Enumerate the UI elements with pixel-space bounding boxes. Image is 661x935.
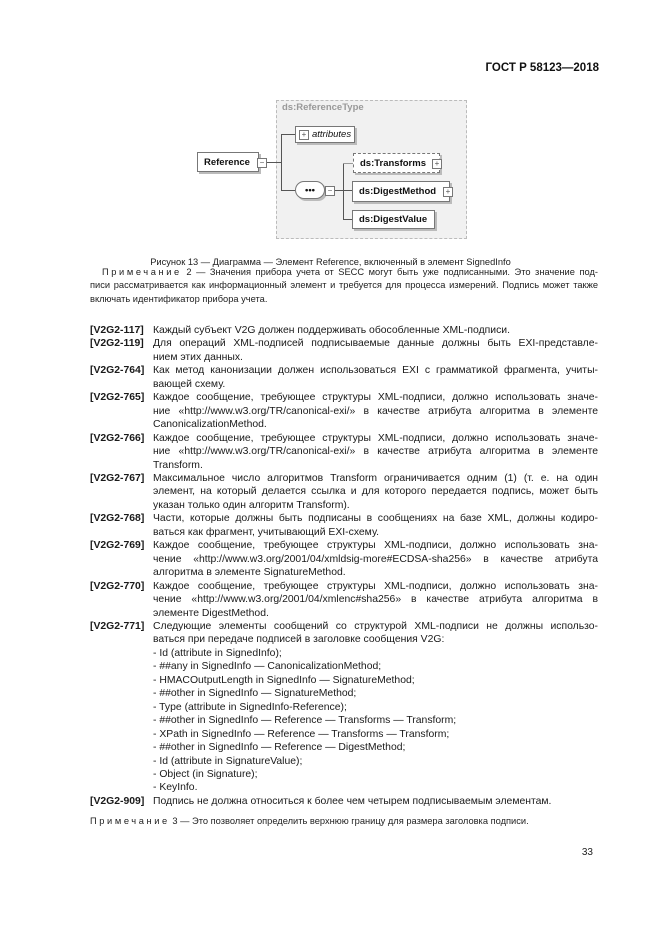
text-line: элементе DigestMethod. [153,607,269,619]
requirement [90,364,598,391]
requirement-text [153,539,598,579]
list-item: - ##other in SignedInfo — Reference — DigestMethod; [153,742,406,754]
requirement [90,432,598,472]
requirement-text [153,472,598,512]
list-item: - KeyInfo. [153,782,198,794]
collapse-icon[interactable]: − [257,158,267,168]
text-line: чение «http://www.w3.org/2001/04/xmlenc#sha256» в качестве атрибута алгоритма в [153,594,598,606]
list-item: - Id (attribute in SignatureValue); [153,755,303,767]
expand-icon[interactable]: + [432,159,442,169]
requirement-id: [V2G2-769] [90,540,145,552]
list-item: - Type (attribute in SignedInfo-Reference); [153,701,347,713]
transforms-label: ds:Transforms [360,157,426,169]
expand-icon[interactable]: + [443,187,453,197]
requirement [90,391,598,431]
text-line: Части, которые должны быть подписаны в сообщениях на базе XML, должны кодиро- [153,513,598,525]
sequence-node[interactable] [295,181,325,199]
text-line: вающей схему. [153,378,226,390]
text-line: Каждое сообщение, требующее структуры XML-подписи, должно использовать зна- [153,580,598,592]
text-line: Каждое сообщение, требующее структуры XML-подписи, должно использовать значе- [153,432,598,444]
text-line: ваться при передаче подписей в заголовке сообщения V2G: [153,634,445,646]
requirement-text [153,795,598,808]
note-text: 3 — Это позволяет определить верхнюю границу для размера заголовка подписи. [172,816,529,826]
note-2 [90,266,598,306]
requirement-id: [V2G2-771] [90,620,145,632]
transforms-node[interactable] [353,153,440,173]
text-line: ние «http://www.w3.org/TR/canonical-exi/» в качестве атрибута алгоритма в элементе [153,405,598,417]
requirement [90,539,598,579]
requirement [90,580,598,620]
expand-icon[interactable]: + [299,130,309,140]
requirement-id: [V2G2-766] [90,432,145,444]
requirement-id: [V2G2-770] [90,580,145,592]
requirement [90,337,598,364]
requirement-text [153,337,598,364]
list-item: - Object (in Signature); [153,768,258,780]
text-line: CanonicalizationMethod. [153,419,267,431]
text-line: Как метод канонизации должен использоваться EXI с грамматикой фрагмента, учиты- [153,365,598,377]
requirement-id: [V2G2-768] [90,513,145,525]
requirement-text [153,512,598,539]
requirement-id: [V2G2-117] [90,325,144,336]
sequence-label: ••• [305,184,315,196]
text-line: Каждый субъект V2G должен поддерживать обособленные XML-подписи. [153,325,510,336]
collapse-icon[interactable]: − [325,186,335,196]
requirement-text [153,432,598,472]
requirement-id: [V2G2-767] [90,472,145,484]
text-line: алгоритма в элементе SignatureMethod. [153,567,346,579]
requirement [90,620,598,795]
standard-number: ГОСТ Р 58123—2018 [485,62,599,74]
list-item: - ##other in SignedInfo — SignatureMethod; [153,688,357,700]
requirement-id: [V2G2-764] [90,365,145,377]
digest-value-node[interactable] [352,210,435,229]
text-line: Для операций XML-подписей подписываемые данные должны быть EXI-представле- [153,338,598,350]
requirement [90,512,598,539]
text-line: Подпись не должна относиться к более чем четырем подписываемым элементам. [153,795,552,807]
requirement-id: [V2G2-909] [90,795,145,807]
text-line: Transform. [153,459,203,471]
requirement [90,324,598,337]
page-number: 33 [581,847,593,858]
list-item: - Id (attribute in SignedInfo); [153,647,282,659]
list-item: - XPath in SignedInfo — Reference — Transforms — Transform; [153,728,450,740]
list-item: - ##any in SignedInfo — CanonicalizationMethod; [153,661,382,673]
digest-value-label: ds:DigestValue [359,214,428,225]
requirement-text [153,620,598,795]
requirement-text [153,324,598,337]
list-item: - HMACOutputLength in SignedInfo — SignatureMethod; [153,674,415,686]
requirement-text [153,580,598,620]
text-line: ваться как фрагмент, учитывающий EXI-схему. [153,526,379,538]
figure-caption: Рисунок 13 — Диаграмма — Элемент Reference, включенный в элемент SignedInfo [150,257,511,267]
digest-method-node[interactable] [352,181,450,202]
note-line: включать идентификатор прибора учета. [90,293,268,304]
requirement-text [153,391,598,431]
note-prefix: Примечание [102,267,182,277]
reference-label: Reference [204,156,250,168]
requirement-id: [V2G2-119] [90,338,144,350]
requirement [90,795,598,808]
reference-node[interactable] [197,152,259,172]
text-line: элемент, на который делается ссылка и для которого передается подпись, может быть [153,486,598,498]
requirements-list [90,324,598,808]
text-line: чение «http://www.w3.org/2001/04/xmldsig-more#ECDSA-sha256» в качестве атрибута [153,553,598,565]
requirement-text [153,364,598,391]
note-line: 2 — Значения прибора учета от SECC могут быть уже подписанными. Это значение под- [186,267,598,277]
text-line: Каждое сообщение, требующее структуры XML-подписи, должно использовать значе- [153,392,598,404]
text-line: нием этих данных. [153,351,243,363]
note-prefix: Примечание [90,816,170,826]
text-line: Каждое сообщение, требующее структуры XML-подписи, должно использовать зна- [153,540,598,552]
text-line: ние «http://www.w3.org/TR/canonical-exi/» в качестве атрибута алгоритма в элементе [153,446,598,458]
note-3 [90,815,598,828]
requirement-id: [V2G2-765] [90,392,145,404]
text-line: указан только один алгоритм Transform). [153,499,350,511]
requirement [90,472,598,512]
text-line: Максимальное число алгоритмов Transform ограничивается одним (1) (т. е. на один [153,472,598,484]
digest-method-label: ds:DigestMethod [359,186,437,197]
list-item: - ##other in SignedInfo — Reference — Transforms — Transform; [153,715,457,727]
attributes-label: attributes [312,129,352,140]
reference-type-label: ds:ReferenceType [282,102,364,113]
text-line: Следующие элементы сообщений со структурой XML-подписи не должны использо- [153,620,598,632]
note-line: писи рассматривается как информационный элемент и требуется для процесса измерений. Подпись может также [90,280,598,291]
